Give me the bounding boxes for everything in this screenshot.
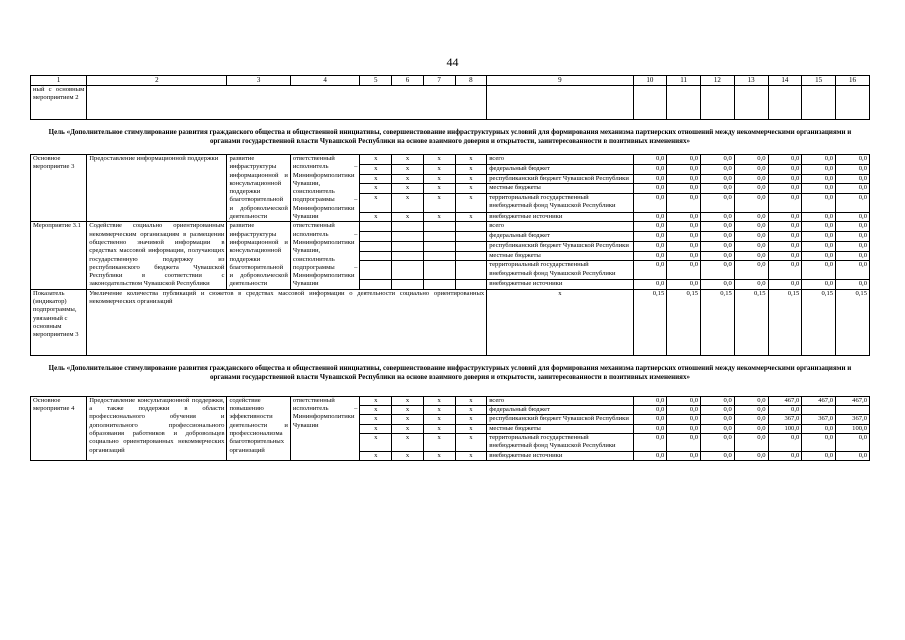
- funding-source: федеральный бюджет: [487, 164, 633, 174]
- column-number-cell: 12: [701, 76, 735, 86]
- x-mark-cell: x: [392, 406, 424, 415]
- x-mark-cell: [360, 261, 392, 279]
- amount-cell: 0,0: [802, 155, 836, 165]
- amount-cell: 0,0: [667, 406, 701, 415]
- indicator-value-cell: 0,15: [667, 289, 701, 355]
- column-number-cell: 10: [633, 76, 667, 86]
- amount-cell: 0,0: [667, 396, 701, 405]
- amount-cell: 0,0: [633, 279, 667, 289]
- amount-cell: 0,0: [701, 279, 735, 289]
- amount-cell: 0,0: [633, 184, 667, 194]
- amount-cell: 0,0: [734, 194, 768, 212]
- indicator-value-cell: 0,15: [734, 289, 768, 355]
- x-mark-cell: [392, 222, 424, 232]
- amount-cell: 0,0: [734, 251, 768, 261]
- column-number-cell: 6: [392, 76, 424, 86]
- x-mark-cell: [423, 251, 455, 261]
- amount-cell: 0,0: [768, 251, 802, 261]
- measure-3-1-c2: Содействие социально ориентированным некоммерческим организациям в размещении общественно значимой информации в средствах массовой информации, получающих государственную поддержку из республиканского бюджета Чувашской Республики в соответствии с законодательством Чувашской Республики: [87, 222, 227, 289]
- amount-cell: 0,0: [836, 174, 870, 184]
- amount-cell: 0,0: [701, 251, 735, 261]
- empty-cell: [87, 86, 487, 120]
- amount-cell: 0,0: [836, 232, 870, 242]
- amount-cell: 0,0: [768, 222, 802, 232]
- x-mark-cell: [455, 279, 487, 289]
- funding-source: всего: [487, 396, 633, 405]
- measure-3-1-c3: развитие инфраструктуры информационной и консультационной поддержки благотворительной и добровольческой деятельности: [227, 222, 290, 289]
- amount-cell: 0,0: [701, 184, 735, 194]
- amount-cell: 467,0: [836, 396, 870, 405]
- goal-text: Цель «Дополнительное стимулирование развития гражданского общества и общественной инициативы, совершенствование инфраструктурных условий для формирования механизма партнерских отношений между некоммерческими организациями и органами государственной власти Чувашской Республики на основе взаимного доверия и открытости, заинтересованности в позитивных изменениях»: [48, 363, 852, 381]
- amount-cell: 0,0: [802, 232, 836, 242]
- x-mark-cell: x: [455, 415, 487, 424]
- x-mark-cell: x: [455, 212, 487, 222]
- amount-cell: 0,0: [836, 279, 870, 289]
- amount-cell: 0,0: [701, 424, 735, 433]
- amount-cell: 0,0: [701, 222, 735, 232]
- amount-cell: 0,0: [802, 424, 836, 433]
- amount-cell: 0,0: [768, 164, 802, 174]
- amount-cell: 0,0: [836, 241, 870, 251]
- x-mark-cell: x: [423, 194, 455, 212]
- measure-3-1-row: [31, 222, 870, 232]
- x-mark-cell: x: [392, 184, 424, 194]
- x-mark-cell: x: [360, 174, 392, 184]
- x-mark-cell: x: [392, 212, 424, 222]
- amount-cell: 0,0: [701, 212, 735, 222]
- amount-cell: 0,0: [633, 232, 667, 242]
- x-mark-cell: x: [392, 174, 424, 184]
- x-mark-cell: [392, 279, 424, 289]
- amount-cell: 0,0: [768, 155, 802, 165]
- indicator-value-cell: 0,15: [633, 289, 667, 355]
- x-mark-cell: x: [455, 451, 487, 460]
- amount-cell: 0,0: [667, 241, 701, 251]
- amount-cell: 0,0: [734, 232, 768, 242]
- amount-cell: 0,0: [701, 415, 735, 424]
- amount-cell: 0,0: [667, 433, 701, 451]
- indicator-value-cell: 0,15: [802, 289, 836, 355]
- x-mark-cell: x: [392, 451, 424, 460]
- amount-cell: 0,0: [701, 194, 735, 212]
- column-number-cell: 8: [455, 76, 487, 86]
- amount-cell: [802, 406, 836, 415]
- amount-cell: 0,0: [802, 222, 836, 232]
- amount-cell: 0,0: [633, 222, 667, 232]
- amount-cell: 0,0: [836, 184, 870, 194]
- main-measure-4-c4: ответственный исполнитель – Мининформполитики Чувашии: [290, 396, 360, 460]
- funding-source: федеральный бюджет: [487, 406, 633, 415]
- amount-cell: 0,0: [701, 155, 735, 165]
- funding-source: внебюджетные источники: [487, 212, 633, 222]
- main-measure-3-c3: развитие инфраструктуры информационной и консультационной поддержки благотворительной и добровольческой деятельности: [227, 155, 290, 222]
- funding-source: республиканский бюджет Чувашской Республики: [487, 415, 633, 424]
- x-mark-cell: x: [455, 406, 487, 415]
- indicator-3-row: [31, 289, 870, 355]
- main-measure-3-c1: Основное мероприятие 3: [31, 155, 87, 222]
- column-number-cell: 13: [734, 76, 768, 86]
- x-mark-cell: x: [360, 396, 392, 405]
- amount-cell: 0,0: [802, 241, 836, 251]
- x-mark-cell: [455, 241, 487, 251]
- amount-cell: 0,0: [667, 155, 701, 165]
- amount-cell: 0,0: [667, 415, 701, 424]
- funding-source: местные бюджеты: [487, 424, 633, 433]
- x-mark-cell: x: [392, 433, 424, 451]
- x-mark-cell: x: [423, 451, 455, 460]
- x-mark-cell: x: [360, 212, 392, 222]
- amount-cell: 0,0: [633, 155, 667, 165]
- amount-cell: 0,0: [701, 451, 735, 460]
- page-number: 44: [446, 55, 459, 69]
- amount-cell: 0,0: [802, 164, 836, 174]
- main-measure-4-c1: Основное мероприятие 4: [31, 396, 87, 460]
- x-mark-cell: [423, 279, 455, 289]
- indicator-2-continuation-row: [31, 86, 870, 120]
- x-mark-cell: x: [487, 289, 633, 355]
- amount-cell: 0,0: [734, 279, 768, 289]
- amount-cell: 0,0: [836, 261, 870, 279]
- amount-cell: 0,0: [768, 406, 802, 415]
- amount-cell: 0,0: [633, 406, 667, 415]
- amount-cell: 0,0: [734, 155, 768, 165]
- column-number-cell: 11: [667, 76, 701, 86]
- amount-cell: 0,0: [667, 164, 701, 174]
- x-mark-cell: x: [455, 184, 487, 194]
- x-mark-cell: x: [360, 194, 392, 212]
- amount-cell: 0,0: [802, 433, 836, 451]
- funding-source: республиканский бюджет Чувашской Республики: [487, 174, 633, 184]
- amount-cell: 0,0: [734, 424, 768, 433]
- empty-cell: [734, 86, 768, 120]
- x-mark-cell: [392, 232, 424, 242]
- x-mark-cell: x: [423, 164, 455, 174]
- x-mark-cell: x: [423, 424, 455, 433]
- program-table-wrapper: [30, 75, 870, 461]
- x-mark-cell: x: [423, 184, 455, 194]
- amount-cell: 0,0: [802, 261, 836, 279]
- amount-cell: 0,0: [734, 433, 768, 451]
- column-number-row: [31, 76, 870, 86]
- x-mark-cell: x: [392, 164, 424, 174]
- empty-cell: [701, 86, 735, 120]
- amount-cell: 0,0: [734, 174, 768, 184]
- amount-cell: 100,0: [836, 424, 870, 433]
- amount-cell: 0,0: [836, 222, 870, 232]
- x-mark-cell: [360, 279, 392, 289]
- amount-cell: 0,0: [667, 212, 701, 222]
- amount-cell: 0,0: [768, 174, 802, 184]
- amount-cell: 0,0: [802, 251, 836, 261]
- amount-cell: 0,0: [667, 424, 701, 433]
- empty-cell: [633, 86, 667, 120]
- amount-cell: 0,0: [768, 261, 802, 279]
- amount-cell: 0,0: [734, 415, 768, 424]
- empty-cell: [836, 86, 870, 120]
- amount-cell: 0,0: [667, 279, 701, 289]
- main-measure-3-row: [31, 155, 870, 165]
- x-mark-cell: x: [392, 194, 424, 212]
- column-number-cell: 2: [87, 76, 227, 86]
- x-mark-cell: [455, 261, 487, 279]
- measure-3-1-c1: Мероприятие 3.1: [31, 222, 87, 289]
- indicator-value-cell: 0,15: [836, 289, 870, 355]
- x-mark-cell: x: [360, 184, 392, 194]
- main-measure-4-c2: Предоставление консультационной поддержки, а также поддержки в области профессионального обучения и дополнительного профессионального образования работников и добровольцев социально ориентированных некоммерческих организаций: [87, 396, 227, 460]
- x-mark-cell: x: [360, 415, 392, 424]
- amount-cell: 0,0: [701, 164, 735, 174]
- amount-cell: 0,0: [633, 451, 667, 460]
- amount-cell: 0,0: [734, 396, 768, 405]
- column-number-cell: 16: [836, 76, 870, 86]
- amount-cell: 0,0: [701, 396, 735, 405]
- x-mark-cell: x: [455, 396, 487, 405]
- x-mark-cell: x: [360, 164, 392, 174]
- amount-cell: 0,0: [802, 174, 836, 184]
- x-mark-cell: x: [455, 433, 487, 451]
- x-mark-cell: [455, 232, 487, 242]
- main-measure-4-row: [31, 396, 870, 405]
- amount-cell: 0,0: [701, 241, 735, 251]
- x-mark-cell: x: [392, 396, 424, 405]
- x-mark-cell: x: [360, 406, 392, 415]
- x-mark-cell: [360, 241, 392, 251]
- funding-source: территориальный государственный внебюджетный фонд Чувашской Республики: [487, 261, 633, 279]
- amount-cell: 0,0: [667, 184, 701, 194]
- amount-cell: 0,0: [768, 212, 802, 222]
- amount-cell: 0,0: [633, 261, 667, 279]
- amount-cell: 0,0: [633, 194, 667, 212]
- measure-3-1-c4: ответственный исполнитель – Мининформполитики Чувашии, соисполнитель подпрограммы – Мининформполитики Чувашии: [290, 222, 360, 289]
- amount-cell: 0,0: [802, 184, 836, 194]
- amount-cell: 0,0: [802, 212, 836, 222]
- amount-cell: 0,0: [768, 194, 802, 212]
- x-mark-cell: x: [423, 155, 455, 165]
- x-mark-cell: x: [392, 155, 424, 165]
- amount-cell: 0,0: [734, 261, 768, 279]
- indicator-value-cell: 0,15: [768, 289, 802, 355]
- amount-cell: 467,0: [768, 396, 802, 405]
- amount-cell: 0,0: [633, 396, 667, 405]
- amount-cell: 0,0: [734, 164, 768, 174]
- amount-cell: 367,0: [836, 415, 870, 424]
- amount-cell: 0,0: [667, 222, 701, 232]
- funding-source: местные бюджеты: [487, 184, 633, 194]
- x-mark-cell: x: [423, 433, 455, 451]
- amount-cell: 0,0: [768, 279, 802, 289]
- x-mark-cell: [360, 251, 392, 261]
- x-mark-cell: [423, 261, 455, 279]
- amount-cell: 0,0: [633, 251, 667, 261]
- amount-cell: 0,0: [734, 184, 768, 194]
- amount-cell: 0,0: [836, 433, 870, 451]
- amount-cell: 0,0: [701, 174, 735, 184]
- amount-cell: 0,0: [802, 451, 836, 460]
- amount-cell: 0,0: [667, 174, 701, 184]
- column-number-cell: 1: [31, 76, 87, 86]
- amount-cell: 0,0: [734, 451, 768, 460]
- indicator-value-cell: 0,15: [701, 289, 735, 355]
- x-mark-cell: x: [392, 424, 424, 433]
- amount-cell: 0,0: [667, 194, 701, 212]
- amount-cell: 0,0: [633, 241, 667, 251]
- amount-cell: 0,0: [734, 212, 768, 222]
- funding-source: территориальный государственный внебюджетный фонд Чувашской Республики: [487, 433, 633, 451]
- x-mark-cell: x: [455, 174, 487, 184]
- x-mark-cell: x: [423, 174, 455, 184]
- amount-cell: 0,0: [836, 155, 870, 165]
- x-mark-cell: x: [392, 415, 424, 424]
- amount-cell: 367,0: [802, 415, 836, 424]
- amount-cell: 0,0: [633, 433, 667, 451]
- x-mark-cell: [392, 261, 424, 279]
- empty-cell: [802, 86, 836, 120]
- funding-source: внебюджетные источники: [487, 279, 633, 289]
- x-mark-cell: x: [360, 424, 392, 433]
- x-mark-cell: x: [423, 415, 455, 424]
- x-mark-cell: x: [455, 194, 487, 212]
- x-mark-cell: [392, 251, 424, 261]
- amount-cell: 0,0: [802, 194, 836, 212]
- amount-cell: 0,0: [633, 415, 667, 424]
- main-measure-4-c3: содействие повышению эффективности деятельности и профессионализма благотворительных организаций: [227, 396, 290, 460]
- amount-cell: 0,0: [734, 241, 768, 251]
- funding-source: внебюджетные источники: [487, 451, 633, 460]
- amount-cell: 0,0: [633, 424, 667, 433]
- amount-cell: 0,0: [633, 174, 667, 184]
- funding-source: всего: [487, 155, 633, 165]
- amount-cell: 367,0: [768, 415, 802, 424]
- amount-cell: 0,0: [633, 212, 667, 222]
- goal-row-2: [31, 355, 870, 390]
- column-number-cell: 15: [802, 76, 836, 86]
- column-number-cell: 7: [423, 76, 455, 86]
- indicator-3-text: Увеличение количества публикаций и сюжетов в средствах массовой информации о деятельности социально ориентированных некоммерческих организаций: [87, 289, 487, 355]
- x-mark-cell: x: [455, 424, 487, 433]
- amount-cell: 467,0: [802, 396, 836, 405]
- x-mark-cell: x: [423, 396, 455, 405]
- x-mark-cell: [360, 232, 392, 242]
- x-mark-cell: [360, 222, 392, 232]
- amount-cell: 0,0: [768, 241, 802, 251]
- funding-source: местные бюджеты: [487, 251, 633, 261]
- amount-cell: 0,0: [836, 251, 870, 261]
- main-measure-3-c4: ответственный исполнитель – Мининформполитики Чувашии, соисполнитель подпрограммы – Мининформполитики Чувашии: [290, 155, 360, 222]
- amount-cell: 0,0: [836, 212, 870, 222]
- column-number-cell: 5: [360, 76, 392, 86]
- funding-source: республиканский бюджет Чувашской Республики: [487, 241, 633, 251]
- funding-source: всего: [487, 222, 633, 232]
- x-mark-cell: x: [360, 433, 392, 451]
- amount-cell: 0,0: [836, 194, 870, 212]
- indicator-3-label: Показатель (индикатор) подпрограммы, увязанный с основным мероприятием 3: [31, 289, 87, 355]
- amount-cell: 0,0: [836, 164, 870, 174]
- column-number-cell: 3: [227, 76, 290, 86]
- goal-row-1: [31, 120, 870, 155]
- x-mark-cell: x: [455, 155, 487, 165]
- x-mark-cell: x: [455, 164, 487, 174]
- column-number-cell: 9: [487, 76, 633, 86]
- x-mark-cell: [455, 222, 487, 232]
- program-table: [30, 75, 870, 461]
- x-mark-cell: x: [360, 155, 392, 165]
- empty-cell: [667, 86, 701, 120]
- empty-cell: [487, 86, 633, 120]
- funding-source: федеральный бюджет: [487, 232, 633, 242]
- column-number-cell: 14: [768, 76, 802, 86]
- x-mark-cell: [392, 241, 424, 251]
- goal-text: Цель «Дополнительное стимулирование развития гражданского общества и общественной инициативы, совершенствование инфраструктурных условий для формирования механизма партнерских отношений между некоммерческими организациями и органами государственной власти Чувашской Республики на основе взаимного доверия и открытости, заинтересованности в позитивных изменениях»: [48, 128, 852, 145]
- x-mark-cell: x: [423, 406, 455, 415]
- indicator-2-label: ный с основным мероприятием 2: [31, 86, 87, 120]
- amount-cell: 0,0: [768, 433, 802, 451]
- amount-cell: 0,0: [667, 261, 701, 279]
- funding-source: территориальный государственный внебюджетный фонд Чувашской Республики: [487, 194, 633, 212]
- column-number-cell: 4: [290, 76, 360, 86]
- x-mark-cell: x: [423, 212, 455, 222]
- amount-cell: 0,0: [734, 222, 768, 232]
- amount-cell: 0,0: [633, 164, 667, 174]
- amount-cell: 0,0: [667, 451, 701, 460]
- amount-cell: 0,0: [836, 451, 870, 460]
- x-mark-cell: x: [360, 451, 392, 460]
- amount-cell: 0,0: [667, 232, 701, 242]
- amount-cell: 0,0: [802, 279, 836, 289]
- x-mark-cell: [423, 222, 455, 232]
- amount-cell: 0,0: [768, 451, 802, 460]
- x-mark-cell: [455, 251, 487, 261]
- main-measure-3-c2: Предоставление информационной поддержки: [87, 155, 227, 222]
- amount-cell: 0,0: [701, 433, 735, 451]
- amount-cell: 0,0: [734, 406, 768, 415]
- amount-cell: 100,0: [768, 424, 802, 433]
- amount-cell: 0,0: [768, 184, 802, 194]
- amount-cell: [836, 406, 870, 415]
- x-mark-cell: [423, 232, 455, 242]
- amount-cell: 0,0: [667, 251, 701, 261]
- empty-cell: [768, 86, 802, 120]
- x-mark-cell: [423, 241, 455, 251]
- amount-cell: 0,0: [701, 232, 735, 242]
- amount-cell: 0,0: [768, 232, 802, 242]
- amount-cell: 0,0: [701, 261, 735, 279]
- amount-cell: 0,0: [701, 406, 735, 415]
